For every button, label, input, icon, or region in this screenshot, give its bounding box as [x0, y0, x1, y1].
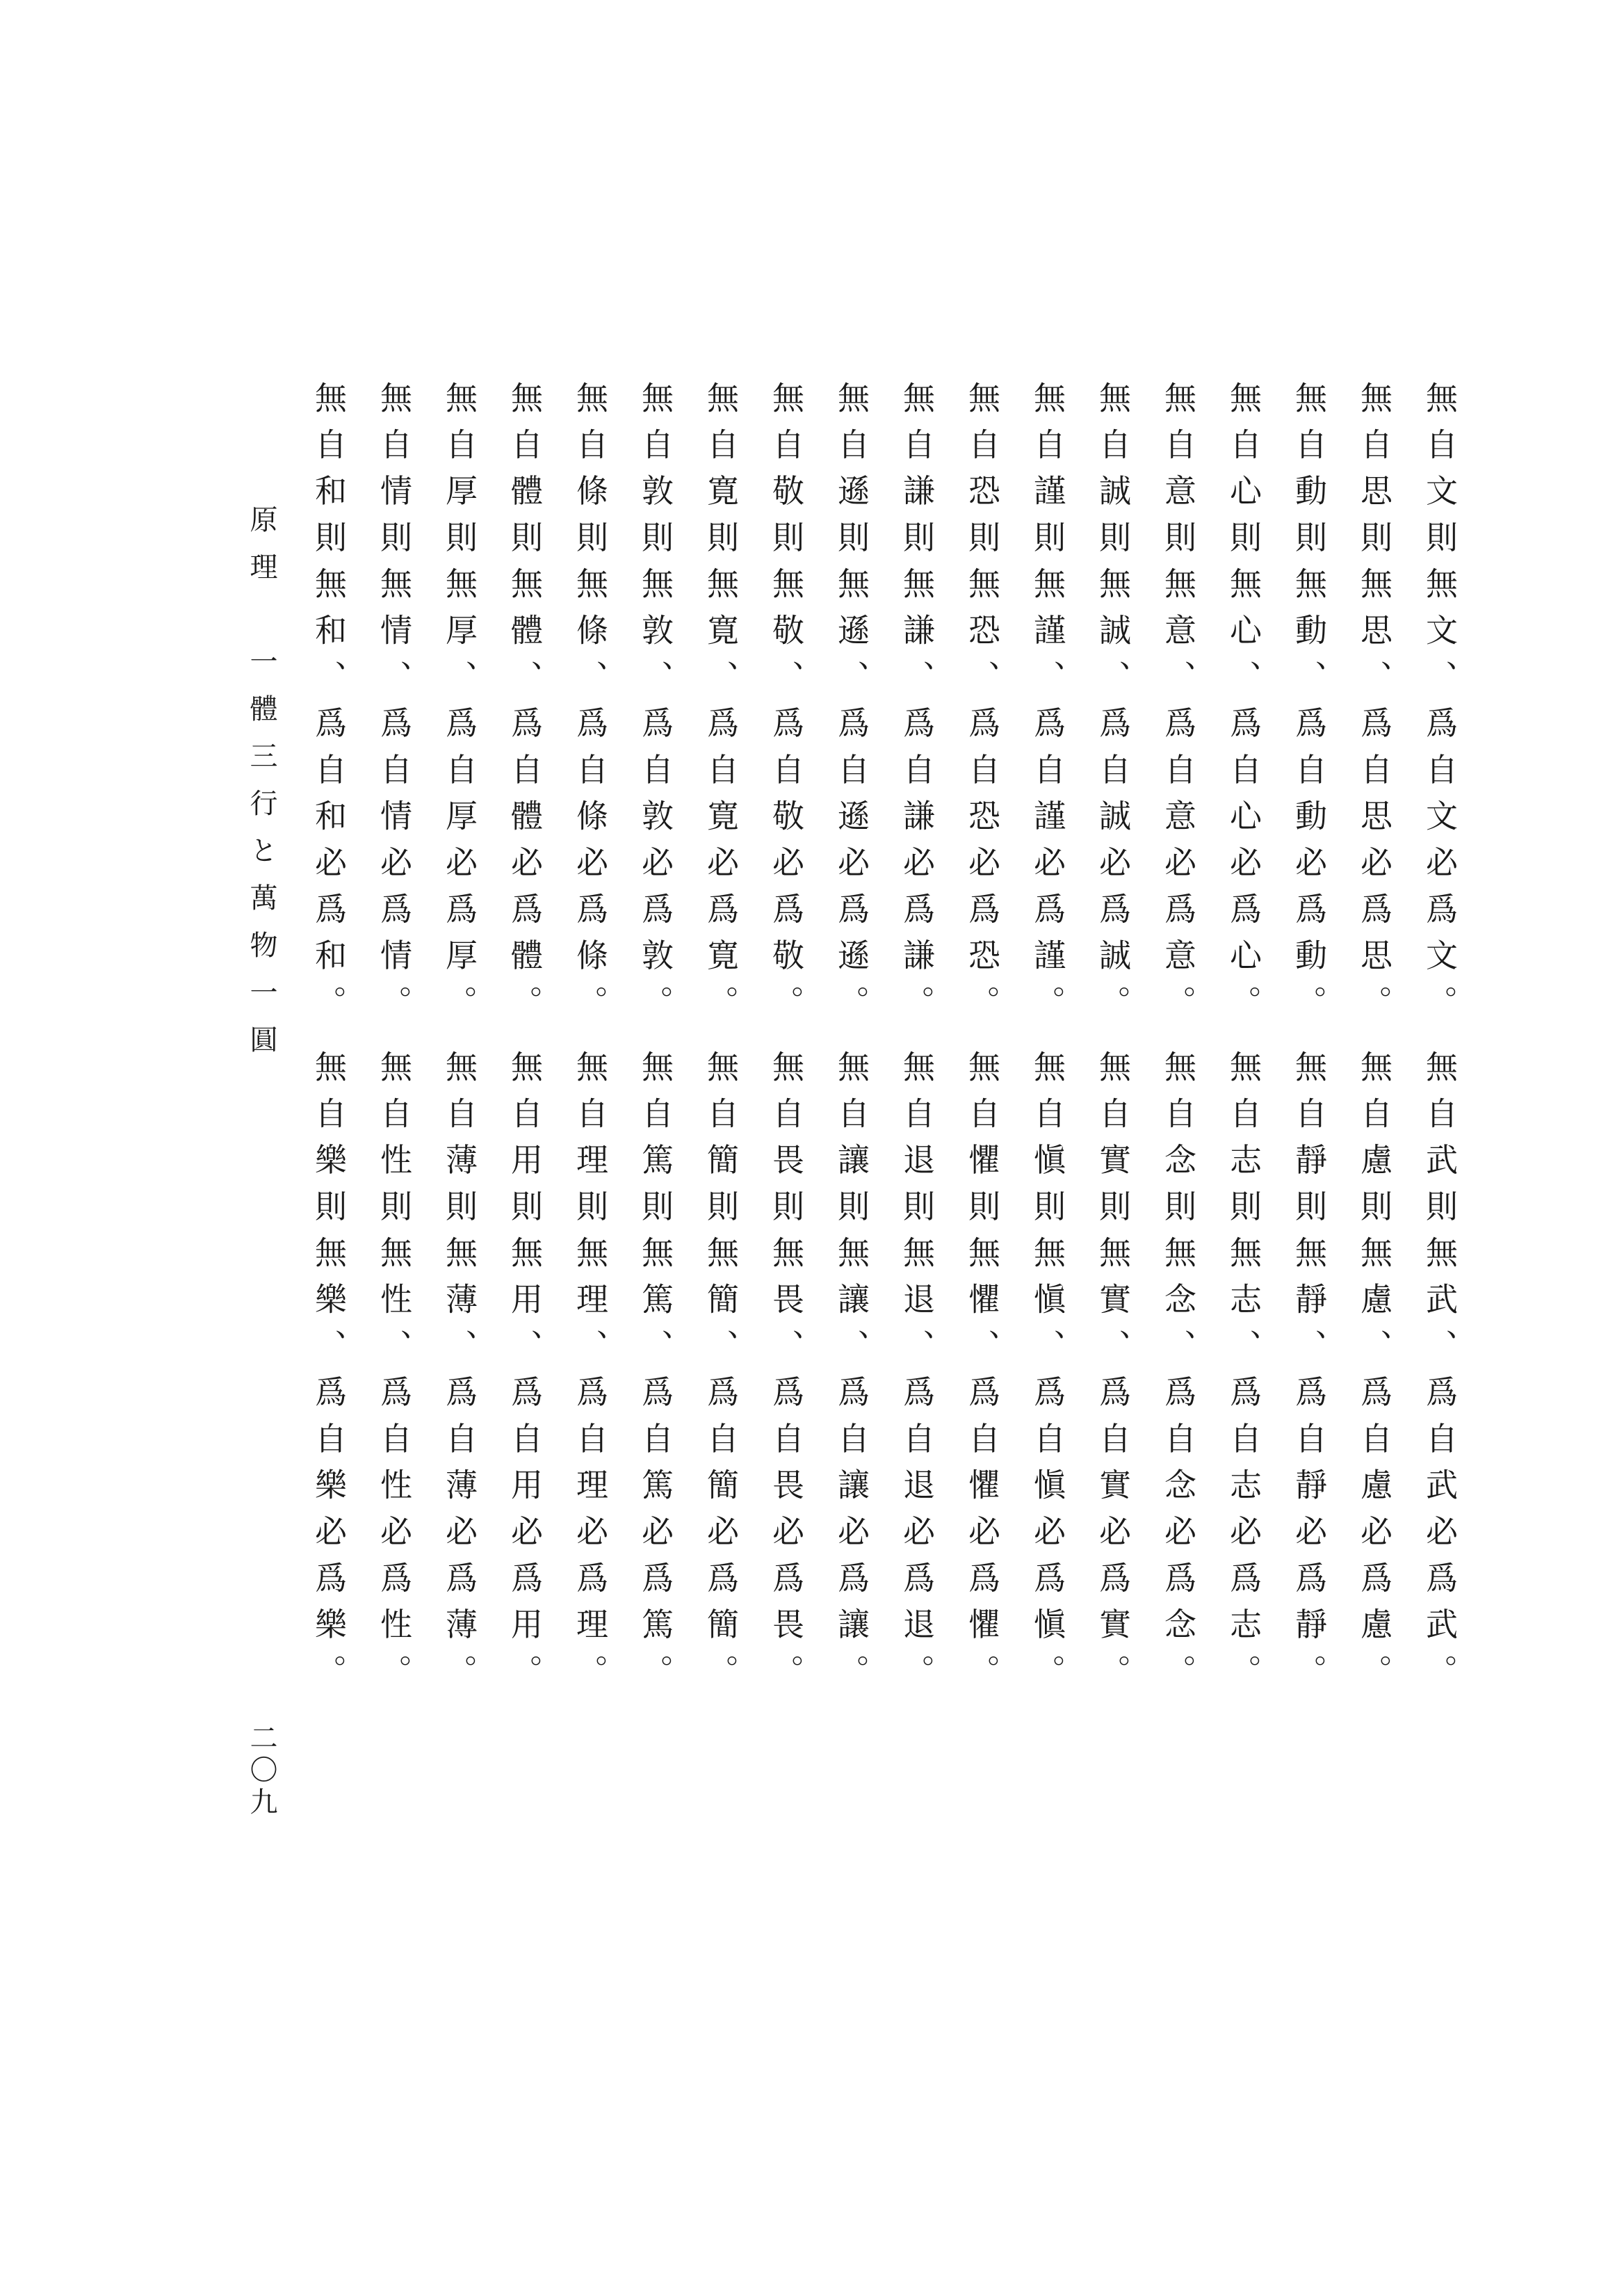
upper-line-7: 無自謹則無謹、爲自謹必爲謹。 — [1029, 381, 1066, 1032]
upper-line-16: 無自厚則無厚、爲自厚必爲厚。 — [441, 381, 478, 1032]
running-head: 原理 一體三行と萬物一圓 — [245, 505, 277, 1072]
page-number: 二〇九 — [245, 1723, 277, 1819]
upper-line-8: 無自恐則無恐、爲自恐必爲恐。 — [964, 381, 1001, 1032]
upper-line-5: 無自意則無意、爲自意必爲意。 — [1160, 381, 1197, 1032]
lower-line-5: 無自念則無念、爲自念必爲念。 — [1160, 1050, 1197, 1701]
lower-line-15: 無自用則無用、爲自用必爲用。 — [506, 1050, 544, 1701]
upper-line-13: 無自敦則無敦、爲自敦必爲敦。 — [637, 381, 674, 1032]
upper-line-9: 無自謙則無謙、爲自謙必爲謙。 — [898, 381, 936, 1032]
upper-line-6: 無自誠則無誠、爲自誠必爲誠。 — [1094, 381, 1132, 1032]
lower-line-16: 無自薄則無薄、爲自薄必爲薄。 — [441, 1050, 478, 1701]
upper-line-14: 無自條則無條、爲自條必爲條。 — [571, 381, 609, 1032]
upper-line-4: 無自心則無心、爲自心必爲心。 — [1225, 381, 1262, 1032]
lower-line-12: 無自簡則無簡、爲自簡必爲簡。 — [702, 1050, 740, 1701]
lower-line-13: 無自篤則無篤、爲自篤必爲篤。 — [637, 1050, 674, 1701]
lower-line-1: 無自武則無武、爲自武必爲武。 — [1421, 1050, 1459, 1701]
upper-line-17: 無自情則無情、爲自情必爲情。 — [375, 381, 413, 1032]
lower-line-3: 無自靜則無靜、爲自靜必爲靜。 — [1290, 1050, 1328, 1701]
upper-line-1: 無自文則無文、爲自文必爲文。 — [1421, 381, 1459, 1032]
lower-line-18: 無自樂則無樂、爲自樂必爲樂。 — [310, 1050, 348, 1701]
lower-line-14: 無自理則無理、爲自理必爲理。 — [571, 1050, 609, 1701]
lower-line-11: 無自畏則無畏、爲自畏必爲畏。 — [768, 1050, 805, 1701]
lower-line-17: 無自性則無性、爲自性必爲性。 — [375, 1050, 413, 1701]
upper-line-11: 無自敬則無敬、爲自敬必爲敬。 — [768, 381, 805, 1032]
lower-line-7: 無自愼則無愼、爲自愼必爲愼。 — [1029, 1050, 1066, 1701]
lower-line-4: 無自志則無志、爲自志必爲志。 — [1225, 1050, 1262, 1701]
upper-line-10: 無自遜則無遜、爲自遜必爲遜。 — [833, 381, 870, 1032]
lower-line-8: 無自懼則無懼、爲自懼必爲懼。 — [964, 1050, 1001, 1701]
lower-line-10: 無自讓則無讓、爲自讓必爲讓。 — [833, 1050, 870, 1701]
lower-line-9: 無自退則無退、爲自退必爲退。 — [898, 1050, 936, 1701]
upper-line-12: 無自寛則無寛、爲自寛必爲寛。 — [702, 381, 740, 1032]
upper-line-18: 無自和則無和、爲自和必爲和。 — [310, 381, 348, 1032]
upper-line-15: 無自體則無體、爲自體必爲體。 — [506, 381, 544, 1032]
lower-line-6: 無自實則無實、爲自實必爲實。 — [1094, 1050, 1132, 1701]
upper-line-3: 無自動則無動、爲自動必爲動。 — [1290, 381, 1328, 1032]
lower-line-2: 無自慮則無慮、爲自慮必爲慮。 — [1356, 1050, 1393, 1701]
upper-line-2: 無自思則無思、爲自思必爲思。 — [1356, 381, 1393, 1032]
